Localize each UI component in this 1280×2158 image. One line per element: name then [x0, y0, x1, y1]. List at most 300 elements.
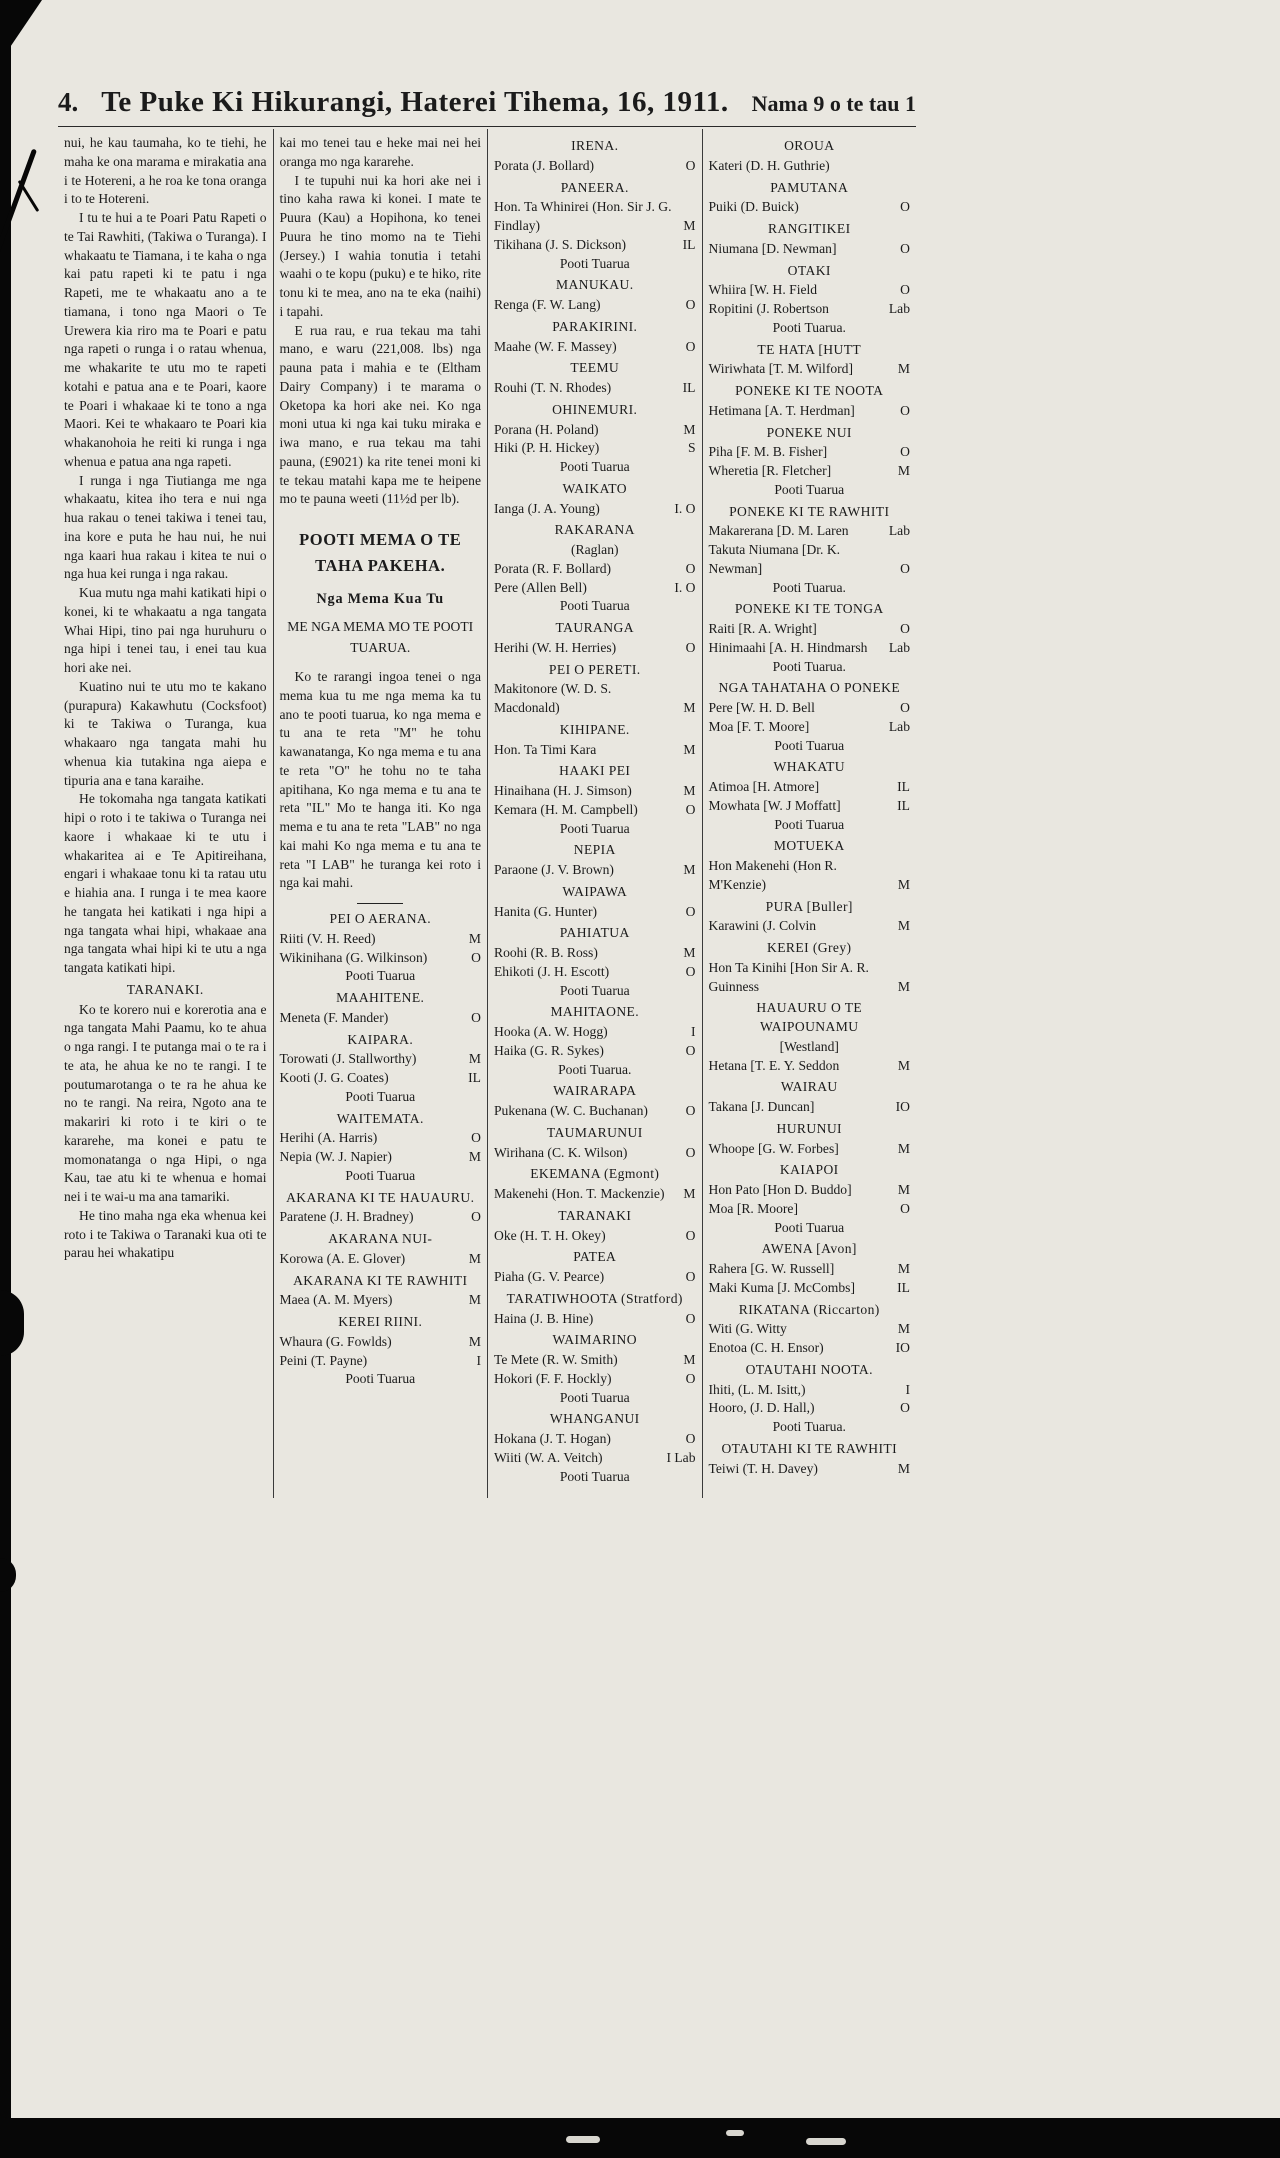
party-code: O — [900, 444, 910, 460]
candidate-entry — [494, 236, 696, 255]
section-title: POOTI MEMA O TE TAHA PAKEHA. — [299, 530, 462, 576]
candidate-name: Herihi (W. H. Herries) — [494, 639, 617, 655]
party-code: M — [683, 945, 696, 960]
candidate-name: Te Mete (R. W. Smith) — [494, 1352, 618, 1367]
party-code: M — [897, 1140, 910, 1156]
party-code: O — [685, 963, 696, 979]
header-rule — [58, 126, 916, 127]
candidate-name: Piaha (G. V. Pearce) — [494, 1269, 605, 1284]
candidate-entry — [709, 300, 911, 319]
paragraph: I tu te hui a te Poari Patu Rapeti o te Tai Rawhiti, (Takiwa o Turanga). I whakaatu te Tiamana, i te kaha o nga kai patu rapeti ki te patu i nga Rapeti, me te whakaatu ano a te tiamana, i tono nga Maori o Te Urewera kia riro ma te Poari e patu nga rapeti o runga i o ratau whenua, me whakarite te utu mo te rapeti kotahi e patua ana e te Poari, kaore te Poari i whakaae ki te tono a nga Maori. Kei te whakaaro te Poari kia whakanohoia he reiti ki runga i nga whenua e patua ana nga rapeti. — [64, 210, 267, 469]
party-code: O — [685, 338, 696, 354]
party-code: M — [897, 918, 910, 934]
candidate-name: Puiki (D. Buick) — [708, 199, 799, 215]
electorate-heading: PAHIATUA — [559, 925, 630, 941]
candidate-entry — [494, 944, 696, 963]
candidate-name: Hon Pato [Hon D. Buddo] — [708, 1182, 852, 1197]
candidate-name: Wiriwhata [T. M. Wilford] — [708, 361, 853, 377]
candidate-name: Pere [W. H. D. Bell — [708, 700, 815, 715]
electorate-heading: RANGITIKEI — [767, 221, 851, 236]
party-code: IL — [897, 779, 910, 794]
candidate-name: Roohi (R. B. Ross) — [494, 945, 598, 960]
candidate-entry — [494, 1370, 696, 1389]
party-code: O — [685, 1370, 696, 1386]
candidate-name: Peini (T. Payne) — [279, 1352, 368, 1368]
section-subtitle: Nga Mema Kua Tu — [316, 590, 444, 607]
candidate-entry — [709, 1181, 911, 1200]
party-code: I — [905, 1381, 910, 1397]
party-code: M — [897, 1460, 910, 1476]
section-caption: ME NGA MEMA MO TE POOTI TUARUA. — [287, 619, 474, 655]
center-note: Pooti Tuarua. — [772, 658, 846, 674]
column-3 — [487, 129, 702, 1498]
electorate-heading: WAIRAU — [780, 1079, 838, 1095]
party-code: M — [897, 1321, 910, 1337]
party-code: M — [683, 421, 696, 437]
electorate-heading: KAIAPOI — [779, 1162, 839, 1178]
candidate-entry — [280, 1129, 482, 1148]
candidate-name: Makenehi (Hon. T. Mackenzie) — [494, 1186, 665, 1201]
candidate-name: Whaura (G. Fowlds) — [279, 1333, 392, 1349]
candidate-name: Hon Makenehi (Hon R. M'Kenzie) — [708, 858, 837, 892]
paragraph: Ko te rarangi ingoa tenei o nga mema kua tu me nga mema ka tu ano te pooti tuarua, ko nga mema e tu ana te reta "M" he tohu kawanatanga, Ko nga mema e tu ana te reta "O" he tohu no te taha apitihana, Ko nga mema e tu ana te reta "IL" Mo te hanga iti. Ko nga mema e tu ana te reta "LAB" no nga kai mahi Ko nga mema e tu ana te reta "I LAB" he turanga kei roto i nga kai mahi. — [279, 669, 481, 891]
candidate-name: Pukenana (W. C. Buchanan) — [494, 1103, 648, 1118]
candidate-name: Hetimana [A. T. Herdman] — [708, 402, 855, 418]
candidate-entry — [494, 421, 696, 440]
party-code: IL — [897, 1279, 910, 1295]
party-code: O — [685, 639, 696, 655]
scan-speck — [726, 2130, 744, 2136]
candidate-entry — [280, 930, 482, 949]
candidate-name: Enotoa (C. H. Ensor) — [708, 1340, 824, 1355]
electorate-heading: KAIPARA. — [347, 1031, 414, 1047]
party-code: O — [685, 1269, 696, 1284]
candidate-entry — [709, 1098, 911, 1117]
candidate-name: Hon Ta Kinihi [Hon Sir A. R. Guinness — [708, 959, 869, 994]
candidate-name: Kooti (J. G. Coates) — [279, 1070, 389, 1086]
party-code: M — [683, 700, 696, 715]
party-code: M — [683, 1352, 696, 1367]
candidate-name: Ianga (J. A. Young) — [494, 500, 600, 516]
electorate-heading: PANEERA. — [560, 179, 629, 195]
candidate-entry — [494, 1144, 696, 1163]
candidate-name: Hon. Ta Whinirei (Hon. Sir J. G. Findlay) — [494, 199, 672, 233]
party-code: M — [683, 783, 696, 798]
electorate-heading: PATEA — [573, 1249, 617, 1265]
electorate-heading: RAKARANA — [554, 522, 635, 538]
center-note: [Westland] — [779, 1038, 839, 1054]
candidate-name: Maki Kuma [J. McCombs] — [708, 1279, 855, 1295]
candidate-entry — [280, 949, 482, 968]
party-code: M — [897, 1182, 910, 1197]
candidate-entry — [494, 1351, 696, 1370]
candidate-entry — [494, 1449, 696, 1468]
paragraph: Kuatino nui te utu mo te kakano (purapura) Kakawhutu (Cocksfoot) ki te Takiwa o Turanga, kua whakaaro nga tangata mahi hu whenua kia tutakina nga aiepa e tipuria ana e tana karaihe. — [64, 678, 267, 788]
paragraph-continued: kai mo tenei tau e heke mai nei hei oranga mo nga kararehe. — [279, 135, 481, 169]
paragraph: I runga i nga Tiutianga me nga whakaatu, kitea iho tera e nui nga hua rakau o tenei takiwa i tenei tau, ina kore e puta he hau nui, he nui nga kaari hua rakau i kitea te nui o nga hua kei runga i nga rakau. — [64, 472, 267, 582]
electorate-heading: TE HATA [HUTT — [757, 341, 862, 357]
electorate-heading: MOTUEKA — [773, 838, 845, 854]
candidate-name: Wirihana (C. K. Wilson) — [494, 1144, 628, 1160]
electorate-heading: TAUMARUNUI — [546, 1124, 643, 1140]
candidate-entry — [709, 541, 911, 579]
party-code: M — [683, 741, 696, 757]
electorate-heading: RIKATANA (Riccarton) — [738, 1301, 880, 1317]
candidate-entry — [280, 1291, 482, 1310]
party-code: M — [468, 1333, 481, 1349]
candidate-name: Wikinihana (G. Wilkinson) — [279, 949, 428, 965]
candidate-entry — [709, 1057, 911, 1076]
scan-speck — [566, 2136, 600, 2143]
candidate-entry — [494, 296, 696, 315]
electorate-heading: WHANGANUI — [549, 1411, 640, 1427]
candidate-entry — [709, 1399, 911, 1418]
candidate-name: Paratene (J. H. Bradney) — [279, 1209, 414, 1225]
scan-speck — [806, 2138, 846, 2145]
party-code: M — [897, 978, 910, 994]
center-note: Pooti Tuarua — [774, 1219, 845, 1235]
party-code: O — [685, 297, 696, 312]
candidate-entry — [494, 903, 696, 922]
column-2 — [273, 129, 488, 1498]
party-code: O — [685, 157, 696, 173]
party-code: I — [690, 1024, 696, 1039]
candidate-name: Makarerana [D. M. Laren — [708, 523, 849, 539]
candidate-name: Oke (H. T. H. Okey) — [494, 1227, 606, 1243]
divider-rule — [357, 903, 403, 904]
candidate-name: Korowa (A. E. Glover) — [279, 1250, 406, 1266]
party-code: M — [683, 1186, 696, 1201]
candidate-name: Teiwi (T. H. Davey) — [708, 1460, 818, 1476]
party-code: M — [897, 463, 910, 478]
electorate-heading: NEPIA — [573, 842, 616, 858]
party-code: O — [900, 621, 910, 636]
scan-edge-bottom — [0, 2118, 1280, 2158]
candidate-entry — [709, 198, 911, 217]
center-note: Pooti Tuarua — [559, 598, 630, 614]
column-4 — [702, 129, 917, 1498]
scan-edge-left — [0, 0, 11, 2158]
candidate-name: Rouhi (T. N. Rhodes) — [494, 380, 612, 395]
candidate-entry — [494, 1042, 696, 1061]
party-code: O — [900, 560, 910, 576]
candidate-entry — [494, 439, 696, 458]
candidate-entry — [280, 1009, 482, 1028]
electorate-heading: MAAHITENE. — [336, 990, 425, 1006]
center-note: Pooti Tuarua — [345, 1371, 416, 1387]
candidate-name: Riiti (V. H. Reed) — [279, 930, 376, 946]
party-code: M — [468, 1250, 481, 1266]
electorate-heading: WAITEMATA. — [336, 1110, 424, 1126]
candidate-name: Niumana [D. Newman] — [708, 240, 837, 256]
party-code: O — [685, 1431, 696, 1446]
electorate-heading: PONEKE NUI — [766, 424, 852, 440]
candidate-name: Kemara (H. M. Campbell) — [494, 801, 638, 817]
candidate-name: Hokana (J. T. Hogan) — [494, 1431, 611, 1446]
candidate-name: Haika (G. R. Sykes) — [494, 1042, 604, 1058]
party-code: IO — [895, 1099, 910, 1114]
electorate-heading: OTAUTAHI KI TE RAWHITI — [721, 1440, 898, 1456]
paragraph-continued: nui, he kau taumaha, ko te tiehi, he maha ke ona marama e mirakatia ana i te Hotereni, a he roa ke tona oranga i to te Hotereni. — [64, 135, 267, 207]
electorate-heading: PONEKE KI TE NOOTA — [735, 383, 884, 398]
party-code: I. O — [674, 500, 696, 516]
party-code: O — [685, 801, 696, 817]
candidate-entry — [280, 1250, 482, 1269]
candidate-entry — [709, 778, 911, 797]
masthead — [58, 86, 916, 119]
candidate-entry — [494, 379, 696, 398]
candidate-entry — [280, 1208, 482, 1227]
paragraph: Kua mutu nga mahi katikati hipi o konei, ki te whakaatu a nga tangata Whai Hipi, tino pai nga huruhuru o nga hipi i tenei tau, i enei tau kua hori ake nei. — [64, 585, 267, 675]
column-1 — [58, 129, 273, 1498]
party-code: Lab — [888, 301, 910, 316]
issue-number: Nama 9 o te tau 1 — [751, 91, 916, 116]
paragraph: I te tupuhi nui ka hori ake nei i tino kaha rawa ki konei. I mate te Puura (Kau) a Hopihona, ko tenei Puura he tino momo na te Tiehi (Jersey.) I wahia tonutia i tetahi waahi o te kopu (puku) e te hiko, rite tonu ki te mea, ano na te eka (naihi) i tapahi. — [279, 172, 481, 319]
electorate-heading: OTAKI — [787, 262, 831, 278]
candidate-name: Herihi (A. Harris) — [279, 1130, 378, 1146]
party-code: M — [897, 1057, 910, 1073]
candidate-name: Kateri (D. H. Guthrie) — [708, 157, 830, 173]
candidate-entry — [709, 1140, 911, 1159]
candidate-entry — [709, 917, 911, 936]
party-code: M — [683, 218, 696, 233]
party-code: O — [685, 1144, 696, 1160]
candidate-name: Porata (J. Bollard) — [494, 157, 595, 173]
candidate-name: Porata (R. F. Bollard) — [494, 560, 612, 576]
candidate-entry — [494, 1310, 696, 1329]
center-note: Pooti Tuarua — [345, 968, 416, 984]
candidate-name: Takana [J. Duncan] — [708, 1099, 815, 1114]
electorate-heading: WAIRARAPA — [553, 1083, 637, 1099]
center-note: Pooti Tuarua — [559, 982, 630, 998]
electorate-heading: PEI O AERANA. — [329, 911, 431, 927]
party-code: O — [900, 1200, 910, 1216]
center-note: Pooti Tuarua. — [772, 579, 846, 595]
candidate-name: Ehikoti (J. H. Escott) — [494, 963, 610, 979]
electorate-heading: PONEKE KI TE RAWHITI — [729, 503, 890, 519]
candidate-entry — [494, 1430, 696, 1449]
electorate-heading: HURUNUI — [776, 1120, 842, 1136]
electorate-heading: HAAKI PEI — [559, 763, 631, 779]
electorate-heading: PARAKIRINI. — [552, 318, 638, 334]
candidate-entry — [494, 861, 696, 880]
party-code: O — [685, 1227, 696, 1243]
candidate-name: Ropitini (J. Robertson — [708, 301, 829, 316]
candidate-entry — [709, 281, 911, 300]
candidate-name: Hokori (F. F. Hockly) — [494, 1370, 612, 1386]
candidate-name: Hooka (A. W. Hogg) — [494, 1024, 608, 1039]
electorate-heading: WAIPAWA — [562, 883, 628, 899]
newspaper-title: Te Puke Ki Hikurangi, Haterei Tihema, 16, 1911. — [101, 86, 729, 118]
electorate-heading: KIHIPANE. — [559, 721, 630, 737]
candidate-entry — [709, 1320, 911, 1339]
candidate-entry — [280, 1069, 482, 1088]
scan-ink-blob-small — [0, 1558, 16, 1592]
candidate-entry — [494, 639, 696, 658]
party-code: O — [685, 1103, 696, 1118]
candidate-name: Paraone (J. V. Brown) — [494, 862, 614, 877]
candidate-entry — [494, 1227, 696, 1246]
center-note: Pooti Tuarua — [559, 459, 630, 474]
party-code: Lab — [888, 523, 910, 539]
electorate-heading: TARANAKI. — [126, 981, 204, 997]
candidate-entry — [494, 741, 696, 760]
electorate-heading: TAURANGA — [555, 620, 634, 635]
electorate-heading: NGA TAHATAHA O PONEKE — [718, 680, 901, 696]
candidate-name: Moa [F. T. Moore] — [708, 718, 810, 734]
candidate-name: Wheretia [R. Fletcher] — [708, 463, 832, 478]
paragraph: Ko te korero nui e korerotia ana e nga tangata Mahi Paamu, ko te ahua o nga rangi. I te putanga mai o te ra i te ata, he ahua ke no te rangi. I te poutumarotanga o te ra he ahua ke no te rangi. Na reira, Ngoto ana te makariri ki roto i te kiri o te kararehe, ma konei e patu te momonatanga o nga Hipi, o nga Kau, tae atu ki te whenua e homai nei i te wai-u ma ana tamariki. — [64, 1001, 267, 1204]
candidate-entry — [709, 443, 911, 462]
party-code: IL — [682, 380, 696, 395]
candidate-entry — [709, 959, 911, 997]
candidate-entry — [709, 462, 911, 481]
party-code: O — [685, 560, 696, 576]
party-code: I — [476, 1352, 481, 1368]
candidate-entry — [709, 797, 911, 816]
party-code: O — [685, 1310, 696, 1326]
candidate-entry — [709, 1339, 911, 1358]
electorate-heading: AKARANA NUI- — [328, 1231, 433, 1247]
candidate-name: Meneta (F. Mander) — [279, 1009, 389, 1025]
party-code: O — [900, 402, 910, 418]
candidate-name: Wiiti (W. A. Veitch) — [494, 1449, 603, 1465]
party-code: O — [471, 949, 481, 965]
party-code: S — [687, 440, 696, 456]
candidate-entry — [494, 963, 696, 982]
electorate-heading: OTAUTAHI NOOTA. — [745, 1361, 873, 1377]
candidate-entry — [494, 198, 696, 236]
party-code: M — [897, 1261, 910, 1276]
candidate-entry — [494, 1268, 696, 1287]
candidate-entry — [494, 560, 696, 579]
candidate-entry — [709, 1200, 911, 1219]
party-code: O — [471, 1209, 481, 1225]
candidate-name: Torowati (J. Stallworthy) — [279, 1051, 417, 1067]
party-code: I. O — [674, 579, 696, 595]
electorate-heading: AWENA [Avon] — [761, 1241, 857, 1257]
electorate-heading: HAUAURU O TE WAIPOUNAMU — [756, 1000, 863, 1034]
electorate-heading: TARANAKI — [558, 1207, 632, 1223]
electorate-heading: OROUA — [784, 138, 835, 153]
candidate-name: Whoope [G. W. Forbes] — [708, 1140, 839, 1156]
candidate-name: Hetana [T. E. Y. Seddon — [708, 1057, 840, 1073]
candidate-name: Hanita (G. Hunter) — [494, 903, 598, 919]
candidate-name: Karawini (J. Colvin — [708, 918, 817, 934]
party-code: O — [900, 700, 910, 715]
candidate-entry — [709, 718, 911, 737]
candidate-name: Raiti [R. A. Wright] — [708, 621, 817, 636]
scan-ink-blob — [0, 1290, 24, 1356]
candidate-entry — [709, 1279, 911, 1298]
party-code: O — [900, 1400, 910, 1416]
candidate-entry — [494, 782, 696, 801]
electorate-heading: OHINEMURI. — [552, 401, 638, 417]
electorate-heading: AKARANA KI TE HAUAURU. — [286, 1189, 475, 1205]
candidate-name: Hinimaahi [A. H. Hindmarsh — [708, 639, 868, 655]
electorate-heading: WHAKATU — [773, 759, 845, 775]
party-code: IL — [468, 1070, 481, 1086]
candidate-name: Nepia (W. J. Napier) — [279, 1149, 392, 1165]
candidate-entry — [494, 500, 696, 519]
candidate-entry — [709, 522, 911, 541]
candidate-entry — [709, 157, 911, 176]
party-code: Lab — [888, 639, 910, 655]
electorate-heading: TEEMU — [570, 360, 620, 376]
party-code: O — [900, 199, 910, 215]
page-content — [58, 86, 916, 1498]
candidate-entry — [709, 240, 911, 259]
party-code: IL — [897, 797, 910, 813]
candidate-name: Porana (H. Poland) — [494, 421, 599, 437]
candidate-name: Renga (F. W. Lang) — [494, 297, 601, 312]
candidate-entry — [709, 639, 911, 658]
party-code: IL — [682, 236, 696, 252]
candidate-name: Haina (J. B. Hine) — [494, 1310, 594, 1326]
candidate-entry — [280, 1333, 482, 1352]
electorate-heading: KEREI RIINI. — [338, 1314, 423, 1330]
party-code: M — [468, 1051, 481, 1067]
center-note: Pooti Tuarua. — [558, 1061, 632, 1077]
party-code: I Lab — [666, 1449, 696, 1465]
candidate-name: Ihiti, (L. M. Isitt,) — [708, 1381, 806, 1397]
candidate-name: Takuta Niumana [Dr. K. Newman] — [708, 542, 841, 576]
candidate-entry — [494, 579, 696, 598]
party-code: M — [683, 862, 696, 877]
electorate-heading: MAHITAONE. — [550, 1004, 640, 1020]
candidate-name: Moa [R. Moore] — [708, 1200, 798, 1216]
candidate-name: Atimoa [H. Atmore] — [708, 779, 820, 794]
party-code: M — [897, 876, 910, 892]
candidate-entry — [709, 857, 911, 895]
scan-diagonal-mark-small — [18, 180, 40, 212]
center-note: Pooti Tuarua — [774, 481, 845, 497]
electorate-heading: WAIKATO — [562, 480, 627, 496]
candidate-entry — [280, 1352, 482, 1371]
center-note: Pooti Tuarua — [559, 255, 630, 271]
candidate-name: Tikihana (J. S. Dickson) — [494, 236, 627, 252]
candidate-name: Maahe (W. F. Massey) — [494, 338, 617, 354]
candidate-entry — [494, 680, 696, 718]
electorate-heading: IRENA. — [571, 138, 619, 153]
candidate-entry — [494, 157, 696, 176]
candidate-entry — [494, 801, 696, 820]
center-note: Pooti Tuarua — [559, 820, 630, 836]
party-code: O — [471, 1130, 481, 1146]
center-note: Pooti Tuarua — [345, 1167, 416, 1183]
party-code: M — [897, 361, 910, 377]
candidate-name: Rahera [G. W. Russell] — [708, 1261, 835, 1276]
candidate-entry — [494, 1185, 696, 1204]
party-code: O — [900, 282, 910, 298]
party-code: IO — [895, 1340, 910, 1355]
electorate-heading: KEREI (Grey) — [767, 940, 852, 955]
candidate-name: Hiki (P. H. Hickey) — [494, 440, 600, 456]
candidate-name: Whiira [W. H. Field — [708, 282, 818, 298]
party-code: O — [685, 1042, 696, 1058]
party-code: M — [468, 930, 481, 946]
candidate-entry — [280, 1050, 482, 1069]
party-code: O — [900, 240, 910, 256]
electorate-heading: MANUKAU. — [555, 277, 634, 293]
paragraph: He tino maha nga eka whenua kei roto i te Takiwa o Taranaki kua oti te parau hei whakatipu — [64, 1207, 267, 1261]
electorate-heading: TARATIWHOOTA (Stratford) — [506, 1290, 683, 1306]
center-note: Pooti Tuarua — [345, 1088, 416, 1104]
candidate-entry — [709, 1381, 911, 1400]
electorate-heading: PEI O PERETI. — [548, 661, 641, 677]
candidate-entry — [280, 1148, 482, 1167]
candidate-entry — [709, 402, 911, 421]
